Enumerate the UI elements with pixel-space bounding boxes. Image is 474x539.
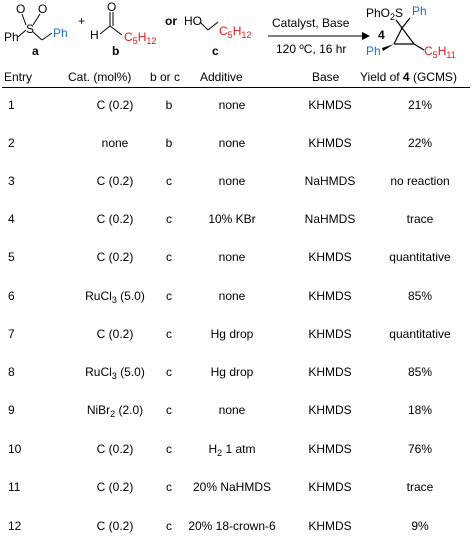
cell-catalyst: C (0.2) bbox=[96, 98, 134, 112]
product-chain: $C_5H_{11}$ bbox=[424, 44, 456, 60]
cell-yield: 85% bbox=[407, 289, 433, 303]
header-base: Base bbox=[312, 70, 340, 84]
header-cat: Cat. (mol%) bbox=[68, 70, 132, 84]
cell-additive: none bbox=[218, 136, 246, 150]
cell-b-or-c: b bbox=[165, 136, 173, 150]
cell-entry: 5 bbox=[8, 250, 15, 264]
reaction-arrow-head bbox=[362, 32, 370, 40]
cell-entry: 10 bbox=[8, 442, 22, 456]
cell-catalyst: C (0.2) bbox=[96, 480, 134, 494]
table-row bbox=[0, 174, 474, 194]
ring-bond-1 bbox=[394, 28, 402, 44]
arrow-bottom-text: 120 ºC, 16 hr bbox=[276, 42, 347, 56]
reagent-b-h: H bbox=[90, 28, 99, 42]
cell-b-or-c: c bbox=[166, 212, 172, 226]
cell-catalyst: C (0.2) bbox=[96, 174, 134, 188]
cell-base: KHMDS bbox=[308, 327, 352, 341]
cell-b-or-c: c bbox=[166, 250, 172, 264]
cell-b-or-c: c bbox=[166, 480, 172, 494]
header-rule bbox=[2, 87, 470, 88]
bond-a-1 bbox=[18, 30, 26, 37]
cell-additive: Hg drop bbox=[210, 327, 254, 341]
cell-base: KHMDS bbox=[308, 289, 352, 303]
bond-c-2 bbox=[208, 22, 218, 30]
cell-yield: trace bbox=[406, 480, 434, 494]
cell-base: NaHMDS bbox=[304, 174, 356, 188]
reagent-b-chain: $C_5H_{12}$ bbox=[124, 30, 157, 46]
bond-s bbox=[396, 20, 402, 28]
reagent-c-ho: HO bbox=[184, 14, 202, 28]
cell-entry: 4 bbox=[8, 212, 15, 226]
reagent-a-o2: O bbox=[38, 2, 48, 16]
cell-b-or-c: b bbox=[165, 98, 173, 112]
reagent-b-o: O bbox=[107, 0, 117, 14]
cell-yield: 76% bbox=[407, 442, 433, 456]
reagent-a-o1: O bbox=[16, 2, 26, 16]
reagent-c-chain: $C_5H_{12}$ bbox=[219, 24, 252, 40]
bond-a-3 bbox=[42, 33, 52, 40]
cell-base: KHMDS bbox=[308, 136, 352, 150]
header-yield: Yield of 4 (GCMS) bbox=[360, 70, 457, 84]
reagent-b-label: b bbox=[112, 44, 120, 58]
cell-yield: 85% bbox=[407, 365, 433, 379]
cell-base: KHMDS bbox=[308, 98, 352, 112]
cell-yield: 18% bbox=[407, 403, 433, 417]
cell-additive: 10% KBr bbox=[208, 212, 256, 226]
bond-chain bbox=[414, 44, 424, 50]
cell-entry: 12 bbox=[8, 519, 22, 533]
cell-catalyst: RuCl$_3$ (5.0) bbox=[85, 365, 145, 381]
cell-b-or-c: c bbox=[166, 442, 172, 456]
cell-catalyst: C (0.2) bbox=[96, 442, 134, 456]
table-row bbox=[0, 403, 474, 423]
cell-yield: 9% bbox=[411, 519, 429, 533]
header-bc: b or c bbox=[150, 70, 181, 84]
reaction-scheme bbox=[0, 0, 474, 70]
product-label: 4 bbox=[378, 28, 385, 42]
cell-b-or-c: c bbox=[166, 327, 172, 341]
cell-b-or-c: c bbox=[166, 289, 172, 303]
cell-additive: none bbox=[218, 289, 246, 303]
arrow-top-text: Catalyst, Base bbox=[272, 16, 350, 30]
bond-a-2 bbox=[33, 32, 42, 40]
plus-sign: + bbox=[78, 14, 86, 28]
cell-b-or-c: c bbox=[166, 365, 172, 379]
cell-additive: Hg drop bbox=[210, 365, 254, 379]
cell-additive: 20% 18-crown-6 bbox=[188, 519, 276, 533]
cell-base: KHMDS bbox=[308, 365, 352, 379]
cell-additive: none bbox=[218, 250, 246, 264]
cell-entry: 8 bbox=[8, 365, 15, 379]
cell-entry: 2 bbox=[8, 136, 15, 150]
table-row bbox=[0, 442, 474, 462]
table-row bbox=[0, 480, 474, 500]
cell-entry: 9 bbox=[8, 403, 15, 417]
cell-yield: quantitative bbox=[389, 250, 451, 264]
header-entry: Entry bbox=[4, 70, 33, 84]
reagent-a-label: a bbox=[32, 44, 39, 58]
cell-additive: none bbox=[218, 174, 246, 188]
table-row bbox=[0, 289, 474, 309]
cell-catalyst: C (0.2) bbox=[96, 212, 134, 226]
reagent-a-ph-left: Ph bbox=[4, 30, 19, 44]
ring-bond-2 bbox=[402, 28, 414, 44]
cell-entry: 1 bbox=[8, 98, 15, 112]
cell-entry: 3 bbox=[8, 174, 15, 188]
table-row bbox=[0, 136, 474, 156]
cell-yield: 21% bbox=[407, 98, 433, 112]
cell-entry: 6 bbox=[8, 289, 15, 303]
table-row bbox=[0, 365, 474, 385]
reagent-c-label: c bbox=[212, 44, 219, 58]
cell-yield: 22% bbox=[407, 136, 433, 150]
cell-additive: 20% NaHMDS bbox=[192, 480, 272, 494]
table-row bbox=[0, 212, 474, 232]
product-pho2s: PhO$_2$S bbox=[366, 6, 404, 22]
cell-b-or-c: c bbox=[166, 174, 172, 188]
cell-catalyst: C (0.2) bbox=[96, 250, 134, 264]
header-additive: Additive bbox=[200, 70, 243, 84]
cell-entry: 11 bbox=[8, 480, 21, 494]
cell-b-or-c: c bbox=[166, 519, 172, 533]
reagent-a-ph-right: Ph bbox=[53, 26, 68, 40]
wedge-ph-left bbox=[382, 44, 394, 51]
cell-entry: 7 bbox=[8, 327, 15, 341]
table-row bbox=[0, 519, 474, 539]
or-text: or bbox=[165, 14, 177, 28]
cell-additive: none bbox=[218, 403, 246, 417]
cell-base: KHMDS bbox=[308, 519, 352, 533]
cell-base: KHMDS bbox=[308, 480, 352, 494]
product-ph-top: Ph bbox=[412, 4, 427, 18]
cell-base: KHMDS bbox=[308, 442, 352, 456]
cell-b-or-c: c bbox=[166, 403, 172, 417]
bond-ph-top bbox=[402, 18, 410, 28]
cell-yield: trace bbox=[406, 212, 434, 226]
bond-b-1 bbox=[100, 26, 110, 34]
cell-base: KHMDS bbox=[308, 403, 352, 417]
cell-catalyst: none bbox=[101, 136, 129, 150]
product-ph-left: Ph bbox=[366, 44, 381, 58]
cell-catalyst: NiBr$_2$ (2.0) bbox=[86, 403, 144, 419]
table-row bbox=[0, 250, 474, 270]
cell-base: KHMDS bbox=[308, 250, 352, 264]
cell-catalyst: C (0.2) bbox=[96, 519, 134, 533]
reagent-a-s: S bbox=[26, 22, 35, 36]
table-row bbox=[0, 98, 474, 118]
cell-additive: none bbox=[218, 98, 246, 112]
cell-yield: quantitative bbox=[389, 327, 451, 341]
table-row bbox=[0, 327, 474, 347]
cell-catalyst: RuCl$_3$ (5.0) bbox=[85, 289, 145, 305]
bond-b-2 bbox=[110, 26, 122, 35]
cell-additive: $H_2$ 1 atm bbox=[208, 442, 256, 458]
cell-catalyst: C (0.2) bbox=[96, 327, 134, 341]
cell-base: NaHMDS bbox=[304, 212, 356, 226]
cell-yield: no reaction bbox=[390, 174, 450, 188]
